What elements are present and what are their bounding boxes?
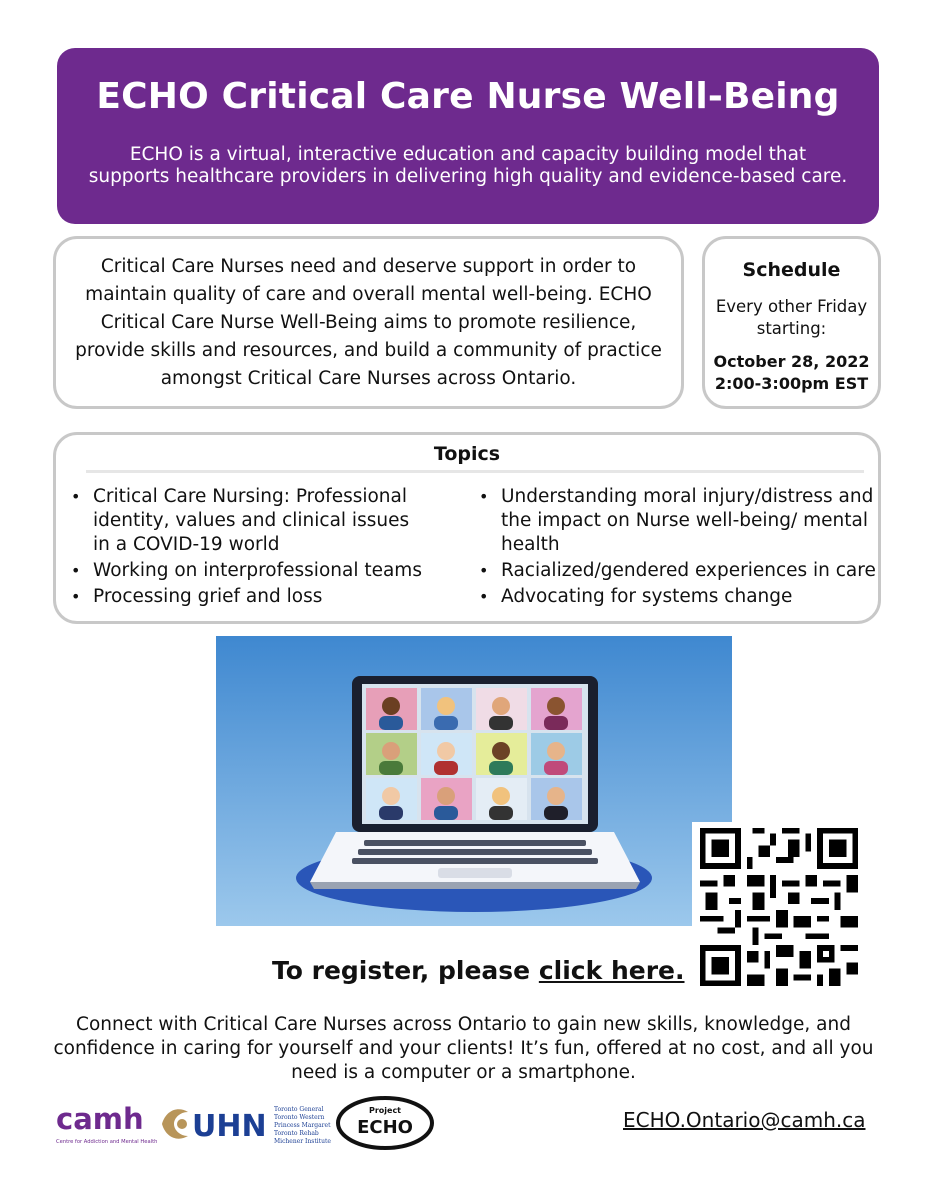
project-echo-logo [335,1095,435,1151]
camh-logo-name: camh [56,1102,144,1136]
uhn-logo-name: UHN [192,1109,267,1144]
page-subtitle: ECHO is a virtual, interactive education and capacity building model that supports healthcare providers in delivering high quality and evidence-based care. [88,144,848,187]
schedule-box [702,236,881,409]
camh-logo [56,1101,158,1149]
uhn-site-4: Michener Institute [274,1138,331,1145]
list-item: • Racialized/gendered experiences in care [479,559,879,583]
uhn-emblem-icon [162,1109,188,1138]
schedule-frequency-line2: starting: [756,319,827,338]
list-item: • Processing grief and loss [71,585,431,609]
header-banner [57,48,879,224]
echo-logo-project: Project [368,1106,402,1115]
echo-logo-name: ECHO [357,1117,413,1138]
contact-email-link[interactable]: ECHO.Ontario@camh.ca [623,1108,866,1132]
schedule-title: Schedule [742,259,841,281]
schedule-time: 2:00-3:00pm EST [714,374,869,393]
qr-code[interactable] [692,822,866,992]
list-item: • Critical Care Nursing: Professional identity, values and clinical issues in a COVID-19 world [71,485,431,557]
page-title: ECHO Critical Care Nurse Well-Being [96,76,840,117]
topics-list-left [71,485,431,611]
schedule-frequency-line1: Every other Friday [715,297,868,316]
list-item: • Understanding moral injury/distress and the impact on Nurse well-being/ mental health [479,485,879,557]
topics-title: Topics [433,443,501,465]
schedule-datetime [709,351,874,395]
uhn-site-2: Princess Margaret [274,1122,331,1129]
intro-text: Critical Care Nurses need and deserve support in order to maintain quality of care and overall mental well-being. ECHO Critical Care Nurse Well-Being aims to promote resilience, provide skills and resources, and build a community of practice amongst Critical Care Nurses across Ontario. [75,256,662,389]
intro-box [53,236,684,409]
uhn-logo [160,1102,331,1146]
footer-description: Connect with Critical Care Nurses across Ontario to gain new skills, knowledge, and confidence in caring for yourself and your clients! It’s fun, offered at no cost, and all you need is a computer or a smartphone. [53,1014,874,1083]
camh-logo-subtitle: Centre for Addiction and Mental Health [56,1139,158,1145]
uhn-site-0: Toronto General [274,1106,324,1113]
laptop-keyboard [352,840,598,864]
uhn-site-1: Toronto Western [274,1114,325,1121]
register-link[interactable]: click here. [538,956,685,985]
topics-list-right [479,485,879,611]
video-call-laptop-illustration [216,636,732,926]
topics-box [53,432,881,624]
topics-divider [86,470,864,473]
schedule-date: October 28, 2022 [713,352,870,371]
list-item: • Advocating for systems change [479,585,879,609]
register-prefix: To register, please [272,956,539,985]
uhn-site-3: Toronto Rehab [274,1130,319,1137]
schedule-frequency [709,296,874,340]
register-line [272,956,685,985]
list-item: • Working on interprofessional teams [71,559,431,583]
